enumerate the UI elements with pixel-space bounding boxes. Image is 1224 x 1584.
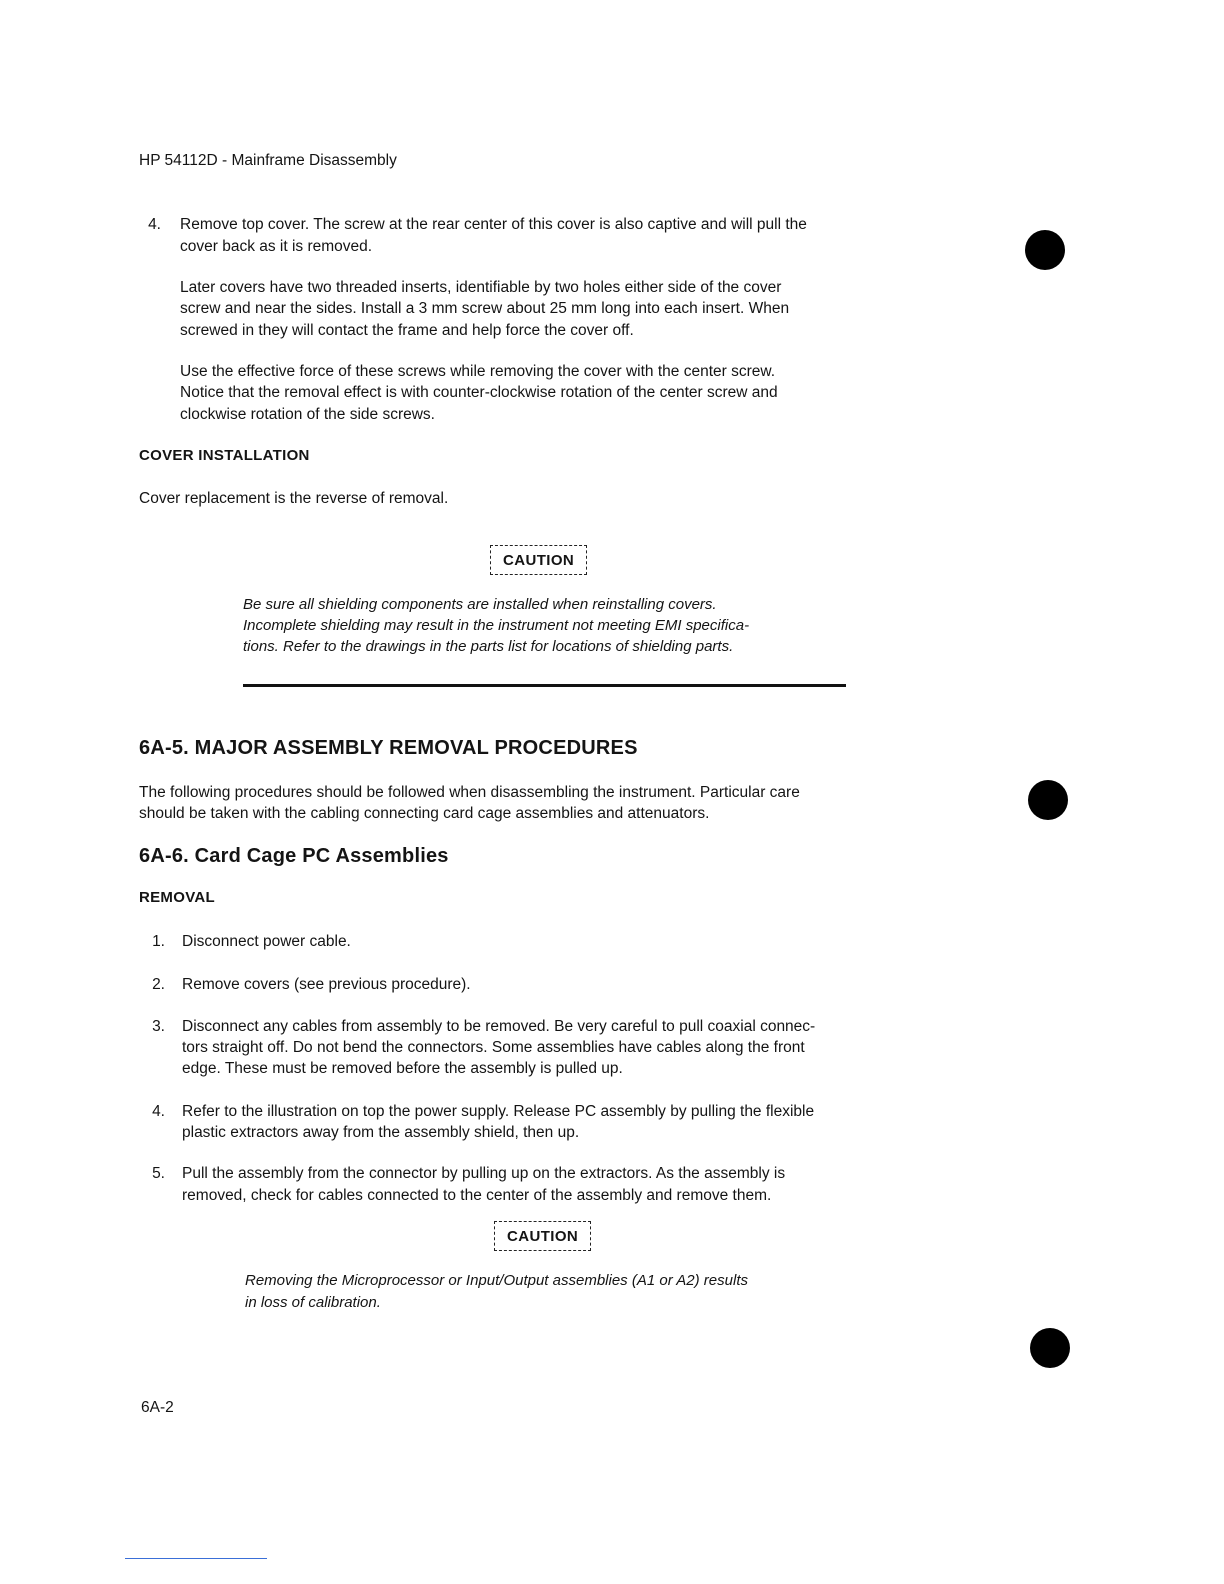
step-text-line: Disconnect any cables from assembly to be removed. Be very careful to pull coaxial connec- <box>182 1018 816 1035</box>
caution-text-line: in loss of calibration. <box>245 1294 381 1311</box>
step-text-line: cover back as it is removed. <box>180 238 373 255</box>
caution-box: CAUTION <box>494 1221 591 1251</box>
paragraph-line: Notice that the removal effect is with counter-clockwise rotation of the center screw and <box>180 384 778 401</box>
page-number: 6A-2 <box>141 1399 174 1416</box>
section-heading: 6A-6. Card Cage PC Assemblies <box>139 845 449 867</box>
caution-text-line: Incomplete shielding may result in the instrument not meeting EMI specifica- <box>243 617 750 634</box>
step-text-line: Disconnect power cable. <box>182 933 351 950</box>
step-text-line: Remove top cover. The screw at the rear center of this cover is also captive and will pull the <box>180 216 807 233</box>
step-number: 3. <box>152 1018 165 1035</box>
section-subheading: COVER INSTALLATION <box>139 447 310 464</box>
step-text-line: removed, check for cables connected to the center of the assembly and remove them. <box>182 1187 772 1204</box>
caution-text-line: Removing the Microprocessor or Input/Output assemblies (A1 or A2) results <box>245 1272 748 1289</box>
page-header: HP 54112D - Mainframe Disassembly <box>139 152 397 169</box>
step-number: 1. <box>152 933 165 950</box>
section-heading: 6A-5. MAJOR ASSEMBLY REMOVAL PROCEDURES <box>139 737 638 759</box>
caution-text-line: tions. Refer to the drawings in the parts list for locations of shielding parts. <box>243 638 734 655</box>
caution-box: CAUTION <box>490 545 587 575</box>
step-text-line: tors straight off. Do not bend the connectors. Some assemblies have cables along the front <box>182 1039 805 1056</box>
binder-hole-middle <box>1028 780 1068 820</box>
paragraph-line: Cover replacement is the reverse of removal. <box>139 490 449 507</box>
step-number: 4. <box>152 1103 165 1120</box>
step-text-line: Remove covers (see previous procedure). <box>182 976 471 993</box>
caution-text-line: Be sure all shielding components are installed when reinstalling covers. <box>243 596 717 613</box>
paragraph-line: should be taken with the cabling connecting card cage assemblies and attenuators. <box>139 805 710 822</box>
step-text-line: Refer to the illustration on top the power supply. Release PC assembly by pulling the flexible <box>182 1103 815 1120</box>
footer-divider <box>125 1558 267 1559</box>
paragraph-line: Use the effective force of these screws while removing the cover with the center screw. <box>180 363 776 380</box>
paragraph-line: screwed in they will contact the frame and help force the cover off. <box>180 322 634 339</box>
binder-hole-bottom <box>1030 1328 1070 1368</box>
paragraph-line: The following procedures should be followed when disassembling the instrument. Particular care <box>139 784 800 801</box>
paragraph-line: screw and near the sides. Install a 3 mm screw about 25 mm long into each insert. When <box>180 300 790 317</box>
step-number: 5. <box>152 1165 165 1182</box>
step-text-line: edge. These must be removed before the assembly is pulled up. <box>182 1060 623 1077</box>
step-text-line: plastic extractors away from the assembly shield, then up. <box>182 1124 580 1141</box>
binder-hole-top <box>1025 230 1065 270</box>
step-number: 2. <box>152 976 165 993</box>
paragraph-line: clockwise rotation of the side screws. <box>180 406 435 423</box>
caution-divider <box>243 684 846 687</box>
section-subheading: REMOVAL <box>139 889 215 906</box>
paragraph-line: Later covers have two threaded inserts, identifiable by two holes either side of the cover <box>180 279 782 296</box>
step-text-line: Pull the assembly from the connector by pulling up on the extractors. As the assembly is <box>182 1165 786 1182</box>
step-number: 4. <box>148 216 161 233</box>
